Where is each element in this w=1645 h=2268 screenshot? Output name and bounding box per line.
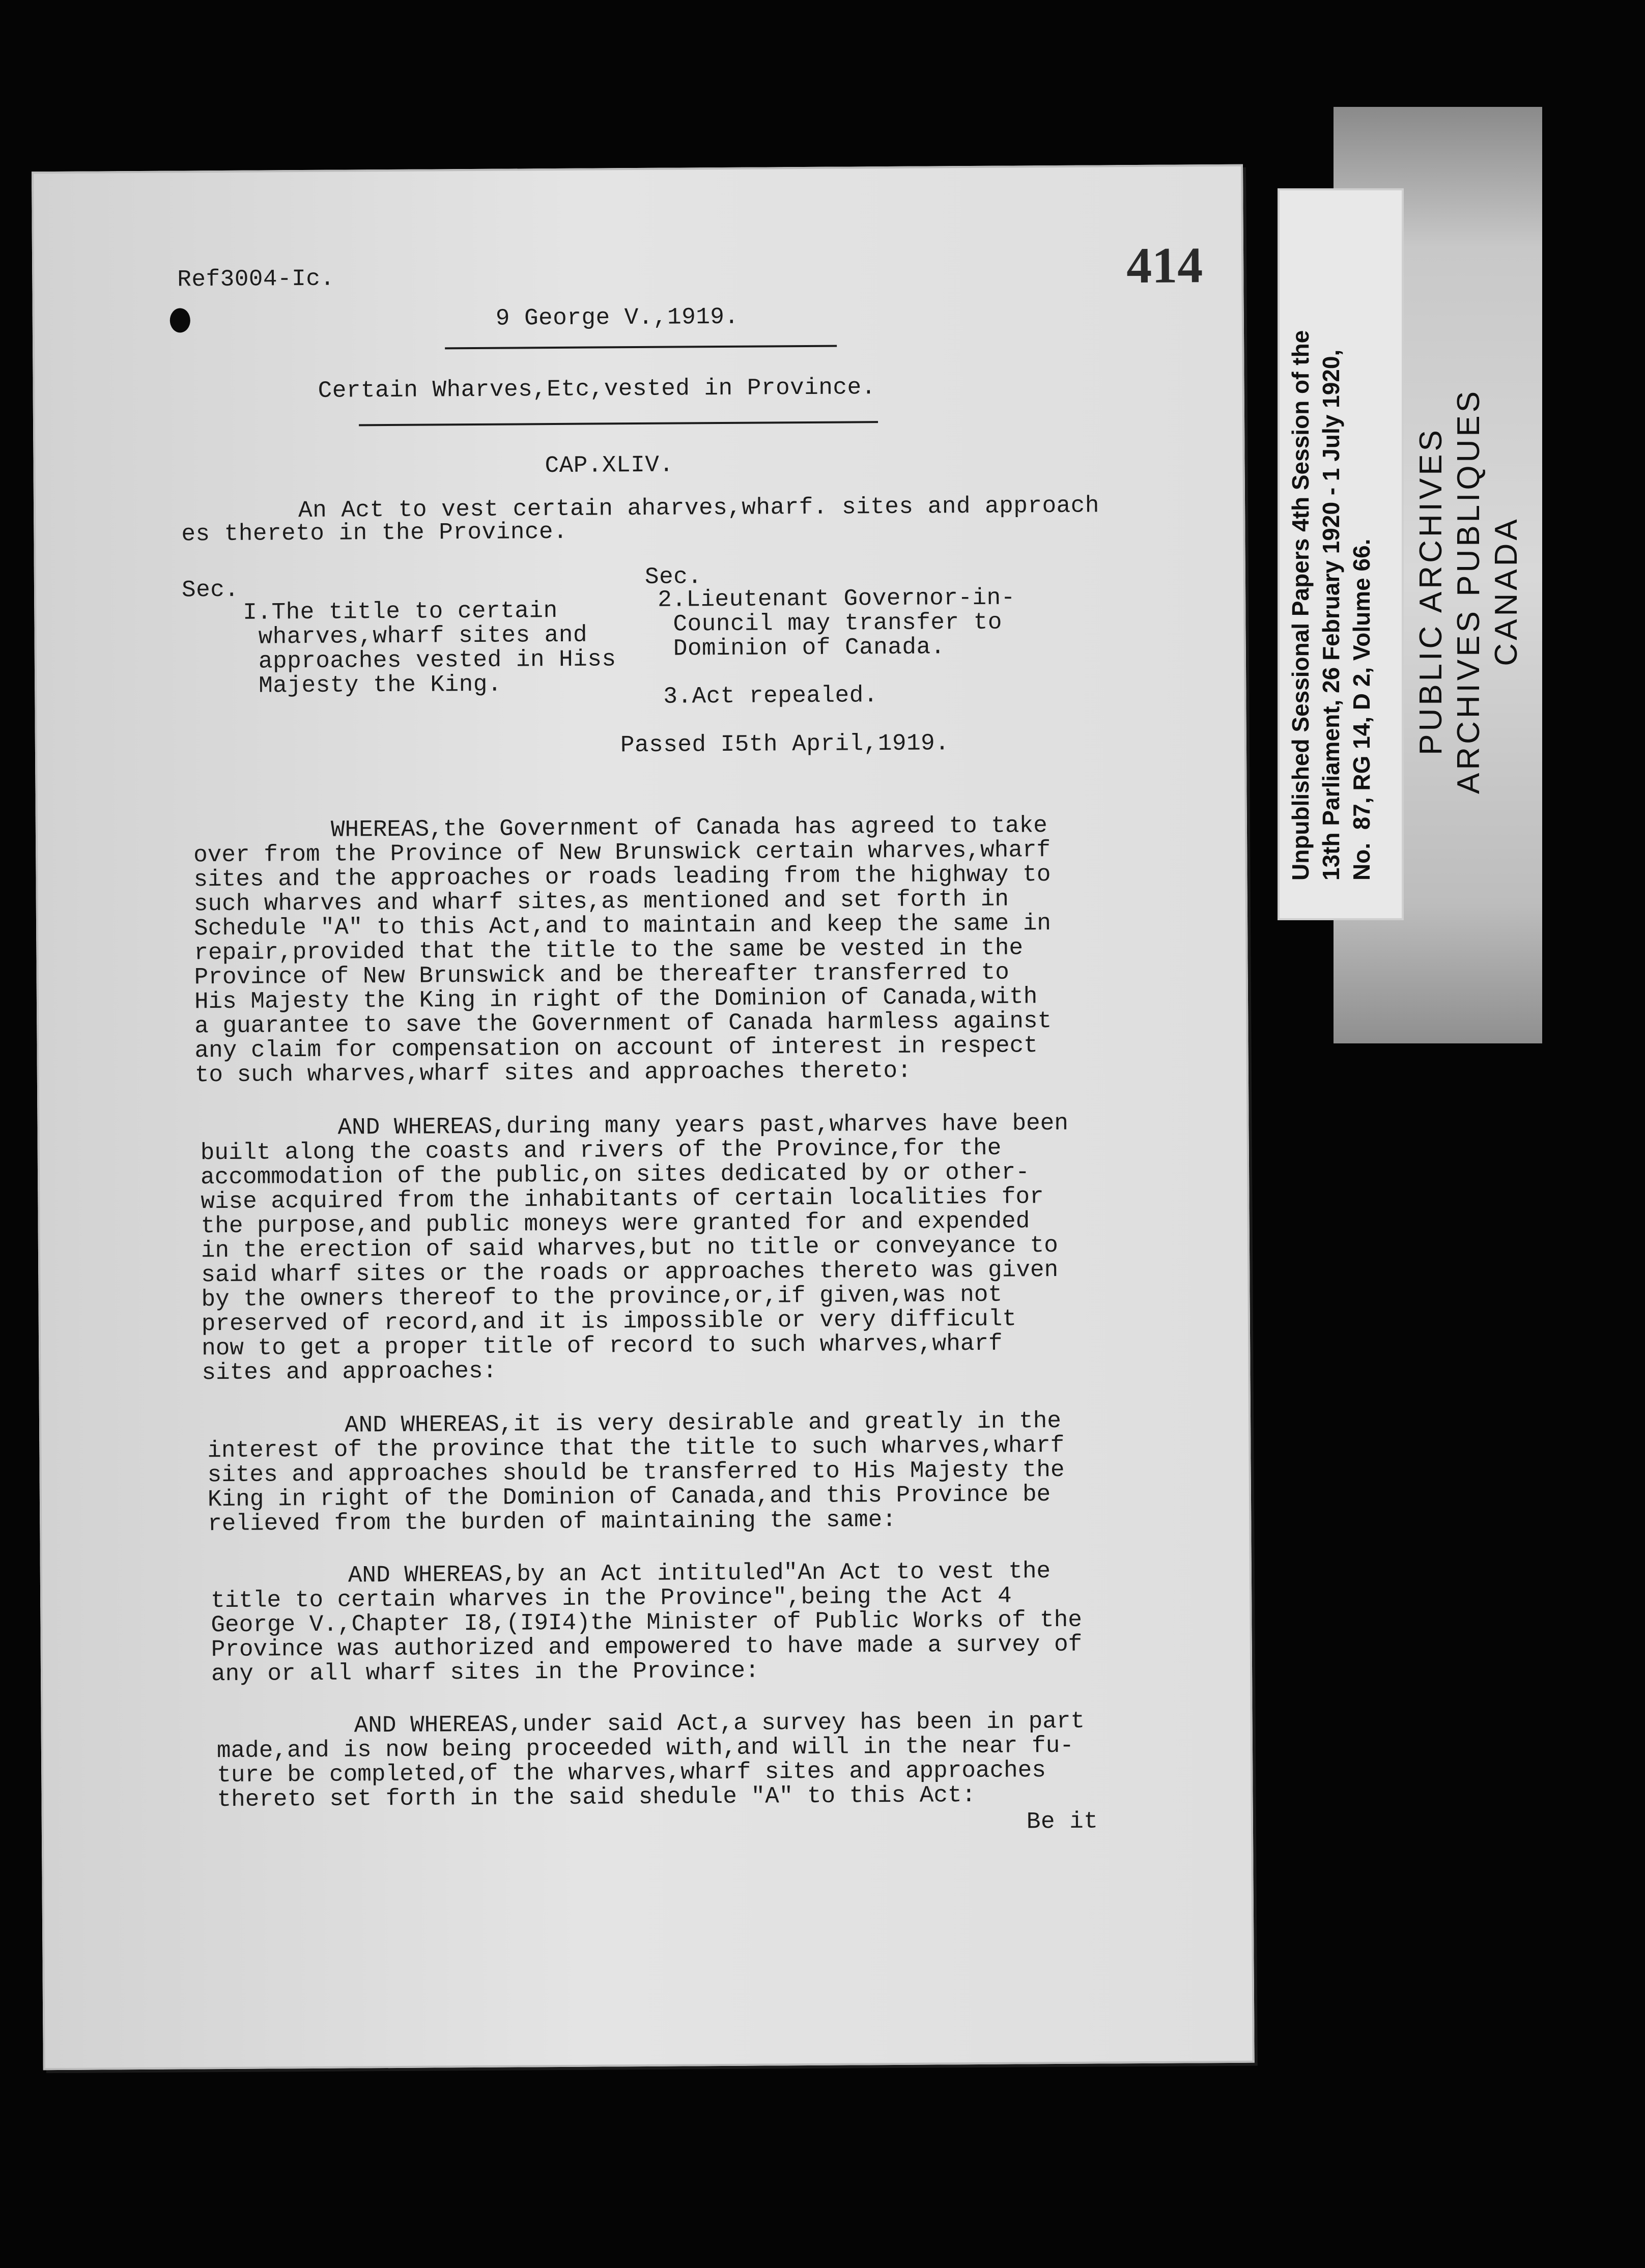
section-summary-line: wharves,wharf sites and <box>258 621 588 650</box>
punch-hole <box>170 308 190 332</box>
chapter-heading: CAP.XLIV. <box>545 451 674 479</box>
section-heading-left: Sec. <box>181 576 239 604</box>
archive-label-text: Unpublished Sessional Papers 4th Session of the 13th Parliament, 26 February 1920 - 1 July 1920, No. 87, RG 14, D 2, Volume 66. <box>1287 330 1375 881</box>
reference-number: Ref3004-Ic. <box>177 265 335 293</box>
page-number: 414 <box>1126 237 1203 294</box>
preamble-paragraph: AND WHEREAS,by an Act intituled"An Act to vest the title to certain wharves in the Province",being the Act 4 George V.,Chapter I8,(I9I4)the Minister of Public Works of the Province was authorized and empowered to have made a survey of any or all wharf sites in the Province: <box>211 1558 1083 1688</box>
section-heading-right: Sec. <box>644 563 702 590</box>
preamble-paragraph: AND WHEREAS,during many years past,wharves have been built along the coasts and rivers of the Province,for the accommodation of the public,on sites dedicated by or other- wise acquired from the inhabitants of certain localities for the purpose,and public moneys were granted for and expended in the erection of said wharves,but no title or conveyance to said wharf sites or the roads or approaches thereto was given by the owners thereof to the province,or,if given,was not preserved of record,and it is impossible or very difficult now to get a proper title of record to such wharves,wharf sites and approaches: <box>200 1110 1069 1386</box>
document-page <box>32 164 1255 2070</box>
divider <box>359 421 878 426</box>
section-summary-line: I.The title to certain <box>243 597 558 626</box>
preamble-paragraph: AND WHEREAS,it is very desirable and greatly in the interest of the province that the title to such wharves,wharf sites and approaches should be transferred to His Majesty the King in right of the Dominion of Canada,and this Province be relieved from the burden of maintaining the same: <box>207 1407 1065 1538</box>
act-title-line: es thereto in the Province. <box>181 518 568 548</box>
archive-stamp: PUBLIC ARCHIVES ARCHIVES PUBLIQUES CANADA <box>1413 388 1524 794</box>
section-summary-line: Dominion of Canada. <box>673 634 945 662</box>
section-summary-line: Council may transfer to <box>673 609 1003 638</box>
section-summary-line: approaches vested in Hiss <box>258 646 616 675</box>
subject-heading: Certain Wharves,Etc,vested in Province. <box>318 374 876 404</box>
section-summary-line: Majesty the King. <box>259 671 502 699</box>
divider <box>445 345 837 350</box>
preamble-paragraph: WHEREAS,the Government of Canada has agreed to take over from the Province of New Brunswick certain wharves,wharf sites and the approaches or roads leading from the highway to such wharves and wharf sites,as mentioned and set forth in Schedule "A" to this Act,and to maintain and keep the same in repair,provided that the title to the same be vested in the Province of New Brunswick and be thereafter transferred to His Majesty the King in right of the Dominion of Canada,with a guarantee to save the Government of Canada harmless against any claim for compensation on account of interest in respect to such wharves,wharf sites and approaches thereto: <box>193 812 1052 1089</box>
act-title-line: An Act to vest certain aharves,wharf. sites and approach <box>298 492 1100 524</box>
section-summary-line: 3.Act repealed. <box>663 682 878 710</box>
closing-words: Be it <box>1026 1808 1098 1835</box>
passed-date: Passed I5th April,1919. <box>620 730 950 759</box>
preamble-paragraph: AND WHEREAS,under said Act,a survey has been in part made,and is now being proceeded with,and will in the near fu- ture be completed,of the wharves,wharf sites and approaches thereto set forth in the said shedule "A" to this Act: <box>216 1708 1085 1813</box>
regnal-year: 9 George V.,1919. <box>495 303 739 332</box>
section-summary-line: 2.Lieutenant Governor-in- <box>658 584 1015 613</box>
